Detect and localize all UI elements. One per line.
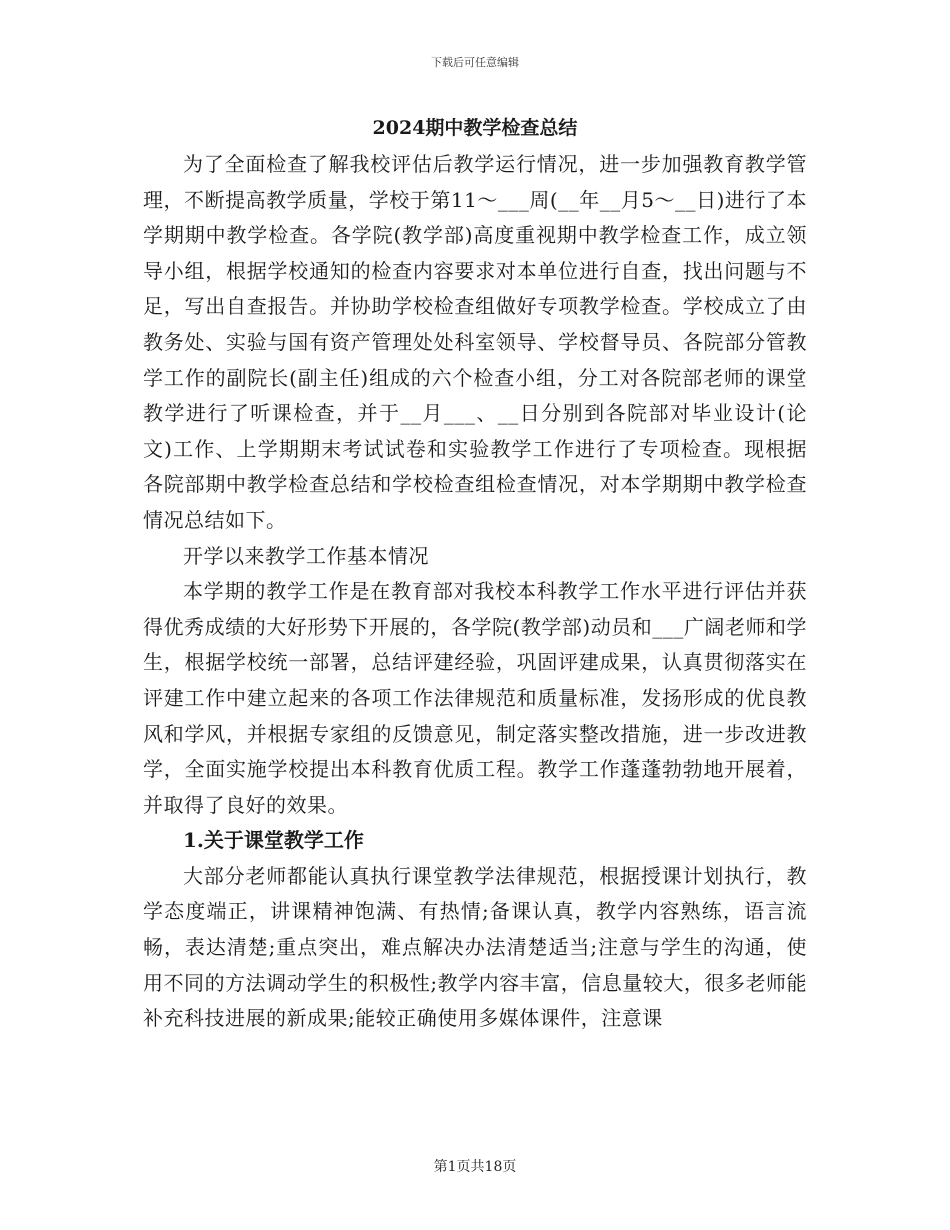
section-heading: 1.关于课堂教学工作 [183,828,364,853]
document-title: 2024期中教学检查总结 [372,117,578,139]
overview-paragraph: 本学期的教学工作是在教育部对我校本科教学工作水平进行评估并获得优秀成绩的大好形势下开展的，各学院(教学部)动员和___广阔老师和学生，根据学校统一部署，总结评建经验，巩固评建成果，认真贯彻落实在评建工作中建立起来的各项工作法律规范和质量标准，发扬形成的优良教风和学风，并根据专家组的反馈意见，制定落实整改措施，进一步改进教学，全面实施学校提出本科教育优质工程。教学工作蓬蓬勃勃地开展着，并取得了良好的效果。 [143,579,807,817]
intro-paragraph: 为了全面检查了解我校评估后教学运行情况，进一步加强教育教学管理，不断提高教学质量，学校于第11～___周(__年__月5～__日)进行了本学期期中教学检查。各学院(教学部)高度重视期中教学检查工作，成立领导小组，根据学校通知的检查内容要求对本单位进行自查，找出问题与不足，写出自查报告。并协助学校检查组做好专项教学检查。学校成立了由教务处、实验与国有资产管理处处科室领导、学校督导员、各院部分管教学工作的副院长(副主任)组成的六个检查小组，分工对各院部老师的课堂教学进行了听课检查，并于__月___、__日分别到各院部对毕业设计(论文)工作、上学期期末考试试卷和实验教学工作进行了专项检查。现根据各院部期中教学检查总结和学校检查组检查情况，对本学期期中教学检查情况总结如下。 [143,152,807,532]
subsection-title: 开学以来教学工作基本情况 [183,543,429,568]
header-note: 下载后可任意编辑 [431,56,519,69]
document-body [143,147,807,1037]
classroom-paragraph: 大部分老师都能认真执行课堂教学法律规范，根据授课计划执行，教学态度端正，讲课精神饱满、有热情;备课认真，教学内容熟练，语言流畅，表达清楚;重点突出，难点解决办法清楚适当;注意与学生的沟通，使用不同的方法调动学生的积极性;教学内容丰富，信息量较大，很多老师能补充科技进展的新成果;能较正确使用多媒体课件，注意课 [143,863,807,1031]
page-footer: 第1页共18页 [433,1159,517,1175]
